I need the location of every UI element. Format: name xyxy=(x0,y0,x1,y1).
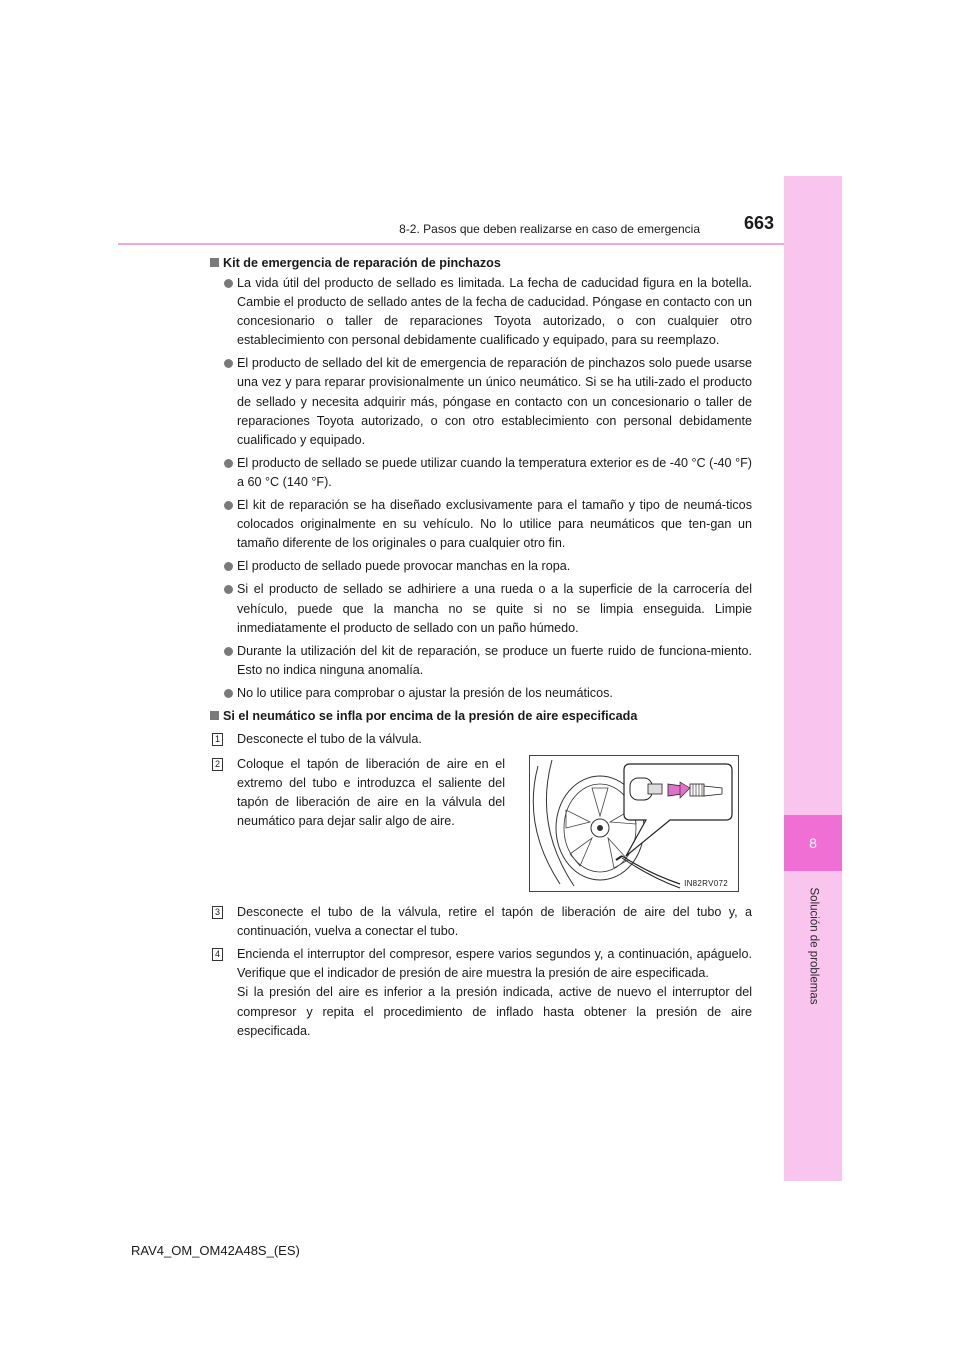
step-number: 1 xyxy=(212,733,223,746)
bullet-item: El kit de reparación se ha diseñado exclusivamente para el tamaño y tipo de neumá-ticos colocados originalmente en su vehículo. No lo utilice para neumáticos que ten-gan un tamaño diferente de los originales o para cualquier otro fin. xyxy=(210,496,752,553)
step-3 xyxy=(210,903,752,941)
step-number: 3 xyxy=(212,906,223,919)
bullet-item: La vida útil del producto de sellado es limitada. La fecha de caducidad figura en la botella. Cambie el producto de sellado antes de la fecha de caducidad. Póngase en contacto con un concesionario o taller de reparaciones Toyota autorizado, o con cualquier otro establecimiento con personal debidamente cualificado y equipado, para su reemplazo. xyxy=(210,274,752,350)
valve-illustration xyxy=(529,755,739,892)
page-content xyxy=(210,254,752,1041)
step-text: Encienda el interruptor del compresor, espere varios segundos y, a continuación, apáguelo. Verifique que el indicador de presión de aire muestra la presión de aire especificada. xyxy=(237,947,752,981)
repair-kit-notes xyxy=(210,274,752,703)
step-text-continued: Si la presión del aire es inferior a la presión indicada, active de nuevo el interruptor del compresor y repita el procedimiento de inflado hasta obtener la presión de aire especificada. xyxy=(237,985,752,1038)
bullet-item: No lo utilice para comprobar o ajustar la presión de los neumáticos. xyxy=(210,684,752,703)
page-number: 663 xyxy=(743,213,774,233)
bullet-item: El producto de sellado se puede utilizar cuando la temperatura exterior es de -40 °C (-40 °F) a 60 °C (140 °F). xyxy=(210,454,752,492)
chapter-label-text: Solución de problemas xyxy=(807,887,819,1005)
chapter-sidebar xyxy=(784,176,842,1181)
chapter-number-tab: 8 xyxy=(784,815,842,871)
heading-overinflated: Si el neumático se infla por encima de la presión de aire especificada xyxy=(210,707,752,726)
step-2-row xyxy=(210,755,752,892)
bullet-item: El producto de sellado puede provocar manchas en la ropa. xyxy=(210,557,752,576)
step-4 xyxy=(210,945,752,1040)
bullet-item: El producto de sellado del kit de emergencia de reparación de pinchazos solo puede usarse una vez y para reparar provisionalmente un único neumático. Si se ha utili-zado el producto de sellado y necesita adquirir más, póngase en contacto con un concesionario o taller de reparaciones Toyota autorizado, o con otro establecimiento con personal debidamente cualificado y equipado. xyxy=(210,354,752,449)
step-number: 4 xyxy=(212,948,223,961)
manual-code-footer: RAV4_OM_OM42A48S_(ES) xyxy=(131,1243,300,1258)
chapter-label xyxy=(784,871,842,1021)
wheel-valve-drawing xyxy=(530,756,738,891)
heading-repair-kit: Kit de emergencia de reparación de pinchazos xyxy=(210,254,752,273)
step-2 xyxy=(210,755,505,892)
step-text: Coloque el tapón de liberación de aire en el extremo del tubo e introduzca el saliente del tapón de liberación de aire en la válvula del neumático para dejar salir algo de aire. xyxy=(237,757,505,829)
header-divider xyxy=(118,243,784,245)
section-title: 8-2. Pasos que deben realizarse en caso de emergencia xyxy=(399,222,700,236)
step-1 xyxy=(210,730,752,749)
bullet-item: Si el producto de sellado se adhiriere a una rueda o a la superficie de la carrocería del vehículo, puede que la mancha no se quite si no se limpia enseguida. Limpie inmediatamente el producto de sellado con un paño húmedo. xyxy=(210,580,752,637)
step-text: Desconecte el tubo de la válvula. xyxy=(237,731,422,746)
step-text: Desconecte el tubo de la válvula, retire el tapón de liberación de aire del tubo y, a continuación, vuelva a conectar el tubo. xyxy=(237,905,752,939)
figure-code: IN82RV072 xyxy=(684,879,728,889)
step-number: 2 xyxy=(212,758,223,771)
bullet-item: Durante la utilización del kit de reparación, se produce un fuerte ruido de funciona-miento. Esto no indica ninguna anomalía. xyxy=(210,642,752,680)
